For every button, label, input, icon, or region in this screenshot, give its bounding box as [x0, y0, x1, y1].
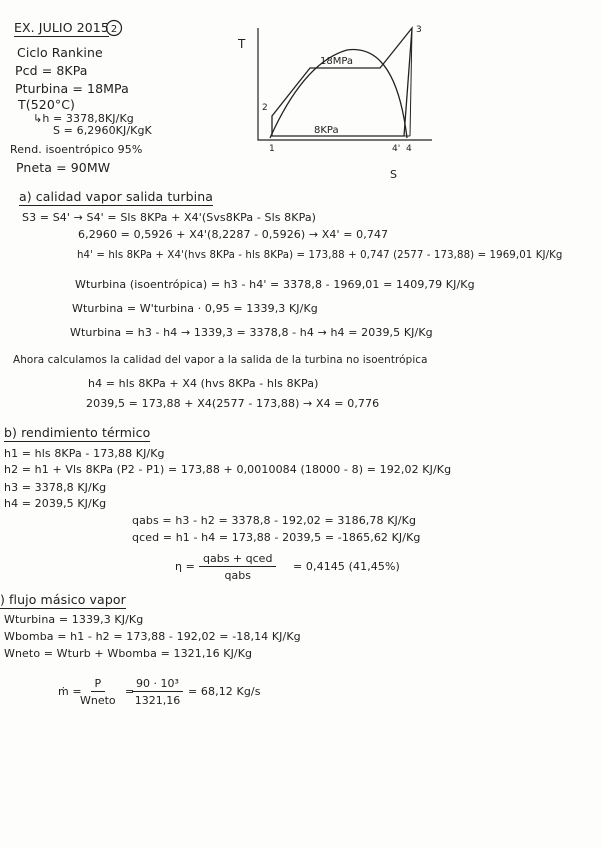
section-a-line: 2039,5 = 173,88 + X4(2577 - 173,88) → X4 = 0,776 [86, 397, 380, 410]
question-number: 2 [110, 24, 118, 35]
section-a-line: S3 = S4' → S4' = Sls 8KPa + X4'(Svs8KPa - Sls 8KPa) [22, 211, 317, 224]
turbine-pressure: Pturbina = 18MPa [15, 81, 129, 96]
net-work-symbol: Wneto [80, 694, 116, 707]
turbine-temperature: T(520°C) [18, 97, 76, 112]
section-c-line: Wneto = Wturb + Wbomba = 1321,16 KJ/Kg [4, 647, 253, 660]
section-a-line: Wturbina = h3 - h4 → 1339,3 = 3378,8 - h4 → h4 = 2039,5 KJ/Kg [70, 326, 433, 339]
section-a-line: Wturbina (isoentrópica) = h3 - h4' = 3378,8 - 1969,01 = 1409,79 KJ/Kg [75, 278, 475, 291]
question-number-circle [105, 19, 123, 37]
net-work-value: 1321,16 [134, 694, 181, 707]
section-b-line: h4 = 2039,5 KJ/Kg [4, 497, 107, 510]
eta-symbol: η = [175, 560, 195, 573]
section-a-heading: a) calidad vapor salida turbina [19, 189, 213, 204]
axes [258, 28, 432, 140]
power-value: 90 · 10³ [132, 677, 183, 692]
section-c-line: Wbomba = h1 - h2 = 173,88 - 192,02 = -18,14 KJ/Kg [4, 630, 301, 643]
mass-flow-fraction-2 [132, 677, 183, 707]
power-symbol: P [91, 677, 106, 692]
equals-sign: = [125, 685, 135, 698]
rankine-cycle-path [272, 28, 412, 136]
mass-flow-fraction-1 [80, 677, 116, 707]
point-1-label: 1 [269, 144, 275, 154]
section-b-line: h2 = h1 + Vls 8KPa (P2 - P1) = 173,88 + 0,0010084 (18000 - 8) = 192,02 KJ/Kg [4, 463, 452, 476]
section-b-line: h1 = hls 8KPa - 173,88 KJ/Kg [4, 447, 165, 460]
point-2-label: 2 [262, 103, 268, 113]
section-a-line: Ahora calculamos la calidad del vapor a la salida de la turbina no isoentrópica [13, 354, 428, 366]
net-power: Pneta = 90MW [16, 160, 111, 175]
section-b-line: qced = h1 - h4 = 173,88 - 2039,5 = -1865,62 KJ/Kg [132, 531, 421, 544]
ts-diagram [232, 20, 432, 185]
isentropic-efficiency: Rend. isoentrópico 95% [10, 143, 143, 156]
high-pressure-label: 18MPa [320, 56, 354, 67]
section-b-line: h3 = 3378,8 KJ/Kg [4, 481, 107, 494]
point-3-label: 3 [416, 25, 422, 35]
eta-result: = 0,4145 (41,45%) [293, 560, 400, 573]
section-a-line: h4 = hls 8KPa + X4 (hvs 8KPa - hls 8KPa) [88, 377, 319, 390]
enthalpy-value: ↳h = 3378,8KJ/Kg [33, 112, 134, 125]
exam-title: EX. JULIO 2015 [14, 20, 109, 35]
point-4-label: 4 [406, 144, 412, 154]
entropy-value: S = 6,2960KJ/KgK [53, 124, 152, 137]
s-axis-label: S [390, 168, 397, 181]
low-pressure-label: 8KPa [314, 125, 339, 136]
section-c-heading: ) flujo másico vapor [0, 592, 126, 607]
t-axis-label: T [238, 37, 246, 51]
section-b-line: qabs = h3 - h2 = 3378,8 - 192,02 = 3186,78 KJ/Kg [132, 514, 417, 527]
section-a-line: Wturbina = W'turbina · 0,95 = 1339,3 KJ/Kg [72, 302, 318, 315]
eta-numerator: qabs + qced [199, 552, 276, 567]
mass-flow-result: = 68,12 Kg/s [188, 685, 261, 698]
eta-fraction [199, 552, 276, 582]
section-a-line: h4' = hls 8KPa + X4'(hvs 8KPa - hls 8KPa) = 173,88 + 0,747 (2577 - 173,88) = 1969,01 KJ/Kg [77, 250, 563, 261]
cycle-type: Ciclo Rankine [17, 45, 103, 60]
section-c-line: Wturbina = 1339,3 KJ/Kg [4, 613, 144, 626]
section-b-heading: b) rendimiento térmico [4, 425, 151, 440]
section-a-line: 6,2960 = 0,5926 + X4'(8,2287 - 0,5926) → X4' = 0,747 [78, 228, 389, 241]
mass-flow-symbol: ṁ = [58, 685, 82, 698]
condenser-pressure: Pcd = 8KPa [15, 63, 88, 78]
eta-denominator: qabs [224, 569, 251, 582]
point-4p-label: 4' [392, 144, 401, 154]
